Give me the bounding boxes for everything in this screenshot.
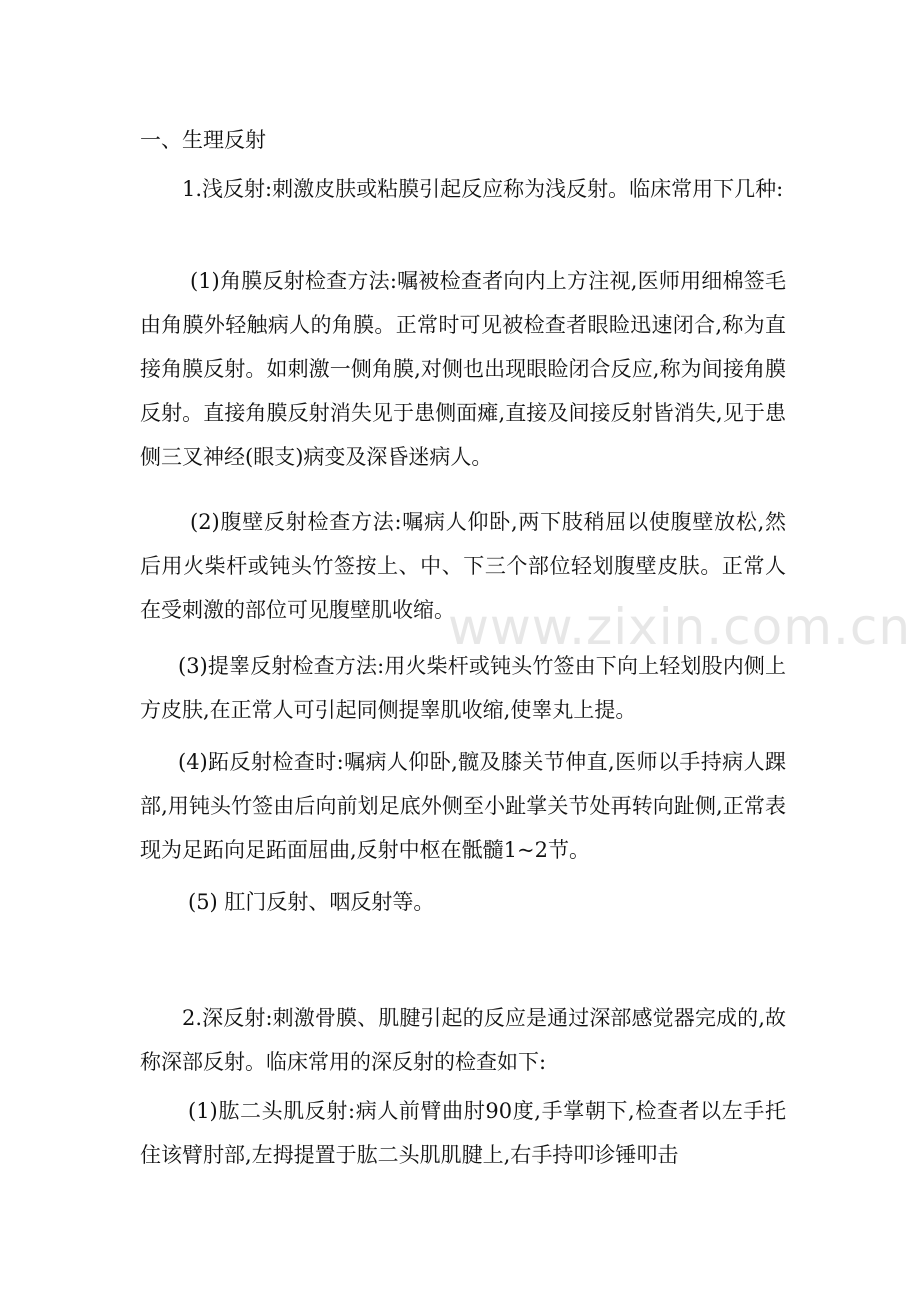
other-reflexes-paragraph: (5) 肛门反射、咽反射等。 bbox=[188, 890, 435, 914]
biceps-reflex-paragraph: (1)肱二头肌反射:病人前臂曲肘90度,手掌朝下,检查者以左手托住该臂肘部,左拇提置于肱二头肌肌腱上,右手持叩诊锤叩击 bbox=[140, 1099, 786, 1167]
corneal-reflex-paragraph: (1)角膜反射检查方法:嘱被检查者向内上方注视,医师用细棉签毛由角膜外轻触病人的角膜。正常时可见被检查者眼睑迅速闭合,称为直接角膜反射。如刺激一侧角膜,对侧也出现眼睑闭合反应,称为间接角膜反射。直接角膜反射消失见于患侧面瘫,直接及间接反射皆消失,见于患侧三叉神经(眼支)病变及深昏迷病人。 bbox=[140, 269, 786, 469]
shallow-reflex-intro: 1.浅反射:刺激皮肤或粘膜引起反应称为浅反射。临床常用下几种: bbox=[182, 177, 784, 201]
watermark: www.zixin.com.cn bbox=[448, 598, 912, 656]
deep-reflex-intro: 2.深反射:刺激骨膜、肌腱引起的反应是通过深部感觉器完成的,故称深部反射。临床常用的深反射的检查如下: bbox=[140, 1006, 786, 1074]
plantar-reflex-paragraph: (4)跖反射检查时:嘱病人仰卧,髋及膝关节伸直,医师以手持病人踝部,用钝头竹签由后向前划足底外侧至小趾掌关节处再转向趾侧,正常表现为足跖向足跖面屈曲,反射中枢在骶髓1~2节。 bbox=[140, 750, 786, 862]
abdominal-reflex-paragraph: (2)腹壁反射检查方法:嘱病人仰卧,两下肢稍屈以使腹壁放松,然后用火柴杆或钝头竹签按上、中、下三个部位轻划腹壁皮肤。正常人在受刺激的部位可见腹壁肌收缩。 bbox=[140, 510, 786, 622]
cremasteric-reflex-paragraph: (3)提睾反射检查方法:用火柴杆或钝头竹签由下向上轻划股内侧上方皮肤,在正常人可引起同侧提睾肌收缩,使睾丸上提。 bbox=[140, 654, 786, 722]
section-heading: 一、生理反射 bbox=[140, 128, 266, 152]
